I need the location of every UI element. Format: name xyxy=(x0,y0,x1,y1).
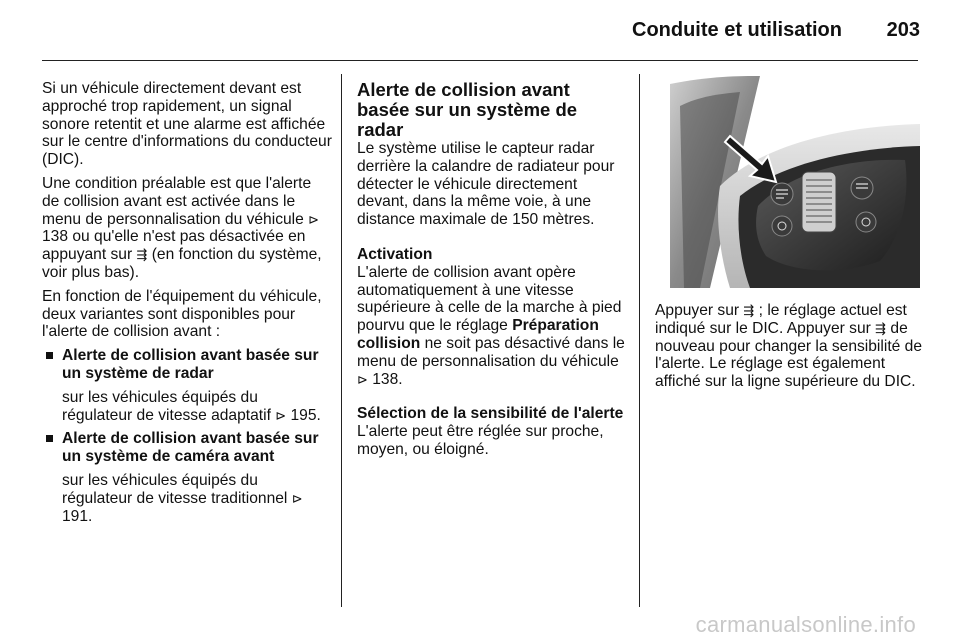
column-divider-left xyxy=(341,74,342,607)
page-reference-icon: ⊳ xyxy=(357,371,368,387)
column-right xyxy=(655,302,925,397)
paragraph-warning: Si un véhicule directement devant est approché trop rapidement, un signal sonore retentit et une alarme est affichée sur le centre d'informations du conducteur (DIC). xyxy=(42,80,332,169)
paragraph-activation: L'alerte de collision avant opère automatiquement à une vitesse supérieure à celle de la marche à pied pourvu que le réglage Préparation collision ne soit pas désactivé dans le menu de personnalisation du véhicule ⊳ 138. xyxy=(357,263,625,388)
fcw-button-icon: ⇶ xyxy=(136,247,148,263)
list-item-title: Alerte de collision avant basée sur un système de radar xyxy=(62,347,319,382)
watermark: carmanualsonline.info xyxy=(695,612,916,637)
fcw-button-icon: ⇶ xyxy=(875,320,887,336)
list-item-text: sur les véhicules équipés du régulateur de vitesse traditionnel ⊳ 191. xyxy=(62,471,303,525)
column-middle xyxy=(357,80,627,465)
page-header-title: Conduite et utilisation xyxy=(632,19,842,41)
section-heading: Alerte de collision avant basée sur un système de radar xyxy=(357,79,578,140)
list-item-title: Alerte de collision avant basée sur un système de caméra avant xyxy=(62,430,319,466)
bullet-square-icon xyxy=(46,352,53,359)
list-item-radar xyxy=(42,347,332,424)
page-reference-icon: ⊳ xyxy=(291,490,303,506)
paragraph-variants: En fonction de l'équipement du véhicule, deux variantes sont disponibles pour l'alerte de collision avant : xyxy=(42,287,322,341)
subheading-activation: Activation xyxy=(357,245,433,263)
fcw-button-icon: ⇶ xyxy=(743,303,755,318)
header-divider xyxy=(42,60,918,61)
paragraph-precondition: Une condition préalable est que l'alerte de collision avant est activée dans le menu de personnalisation du véhicule ⊳ 138 ou qu'elle n'est pas désactivée en appuyant sur ⇶ (en fonction du système, voir plus bas). xyxy=(42,174,322,281)
setting-name: Préparation collision xyxy=(357,317,599,352)
paragraph-intro: Le système utilise le capteur radar derrière la calandre de radiateur pour détecter le véhicule directement devant, dans la même voie, à une distance maximale de 150 mètres. xyxy=(357,140,615,229)
page-reference-icon: ⊳ xyxy=(308,211,320,227)
paragraph-sensitivity: L'alerte peut être réglée sur proche, moyen, ou éloigné. xyxy=(357,423,604,458)
page-number: 203 xyxy=(886,19,920,41)
list-item-camera xyxy=(42,430,332,525)
paragraph-sensitivity-instructions: Appuyer sur ⇶ ; le réglage actuel est indiqué sur le DIC. Appuyer sur ⇶ de nouveau pour changer la sensibilité de l'alerte. Le réglage est également affiché sur la ligne supérieure du DIC. xyxy=(655,302,923,391)
steering-wheel-illustration xyxy=(670,76,920,288)
subheading-sensitivity: Sélection de la sensibilité de l'alerte xyxy=(357,405,624,423)
bullet-square-icon xyxy=(46,435,53,442)
column-left xyxy=(42,80,332,531)
list-item-text: sur les véhicules équipés du régulateur de vitesse adaptatif ⊳ 195. xyxy=(62,388,321,424)
page-reference-icon: ⊳ xyxy=(275,407,287,423)
column-divider-right xyxy=(639,74,640,607)
